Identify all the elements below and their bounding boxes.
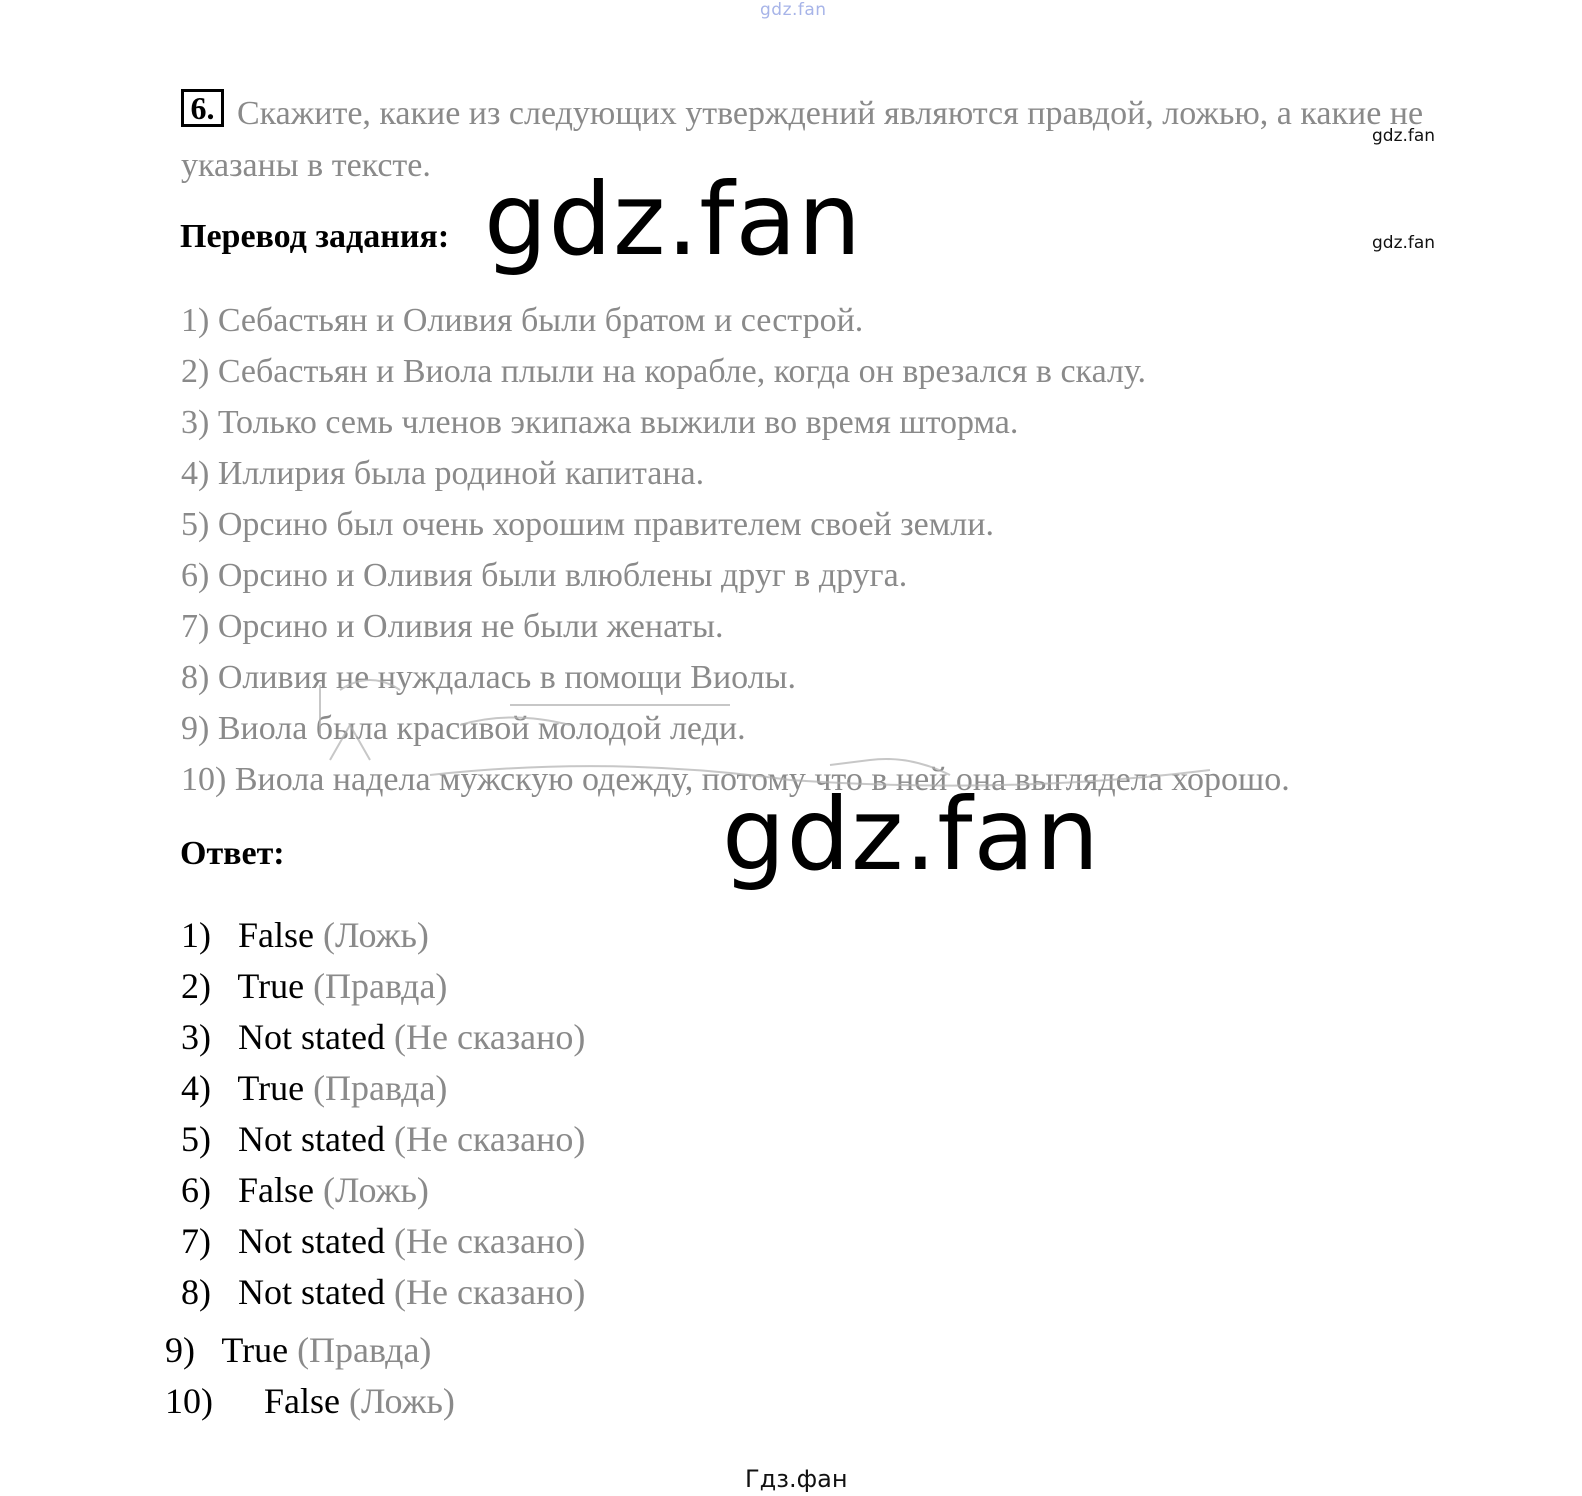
answer-english: False [238, 915, 314, 955]
answer-number: 7) [181, 1221, 211, 1261]
answer-russian: (Правда) [313, 966, 448, 1006]
answer-item [165, 1376, 585, 1427]
translation-item: 8) Оливия не нуждалась в помощи Виолы. [181, 659, 797, 696]
answer-number: 8) [181, 1272, 211, 1312]
answer-number: 6) [181, 1170, 211, 1210]
translation-item: 3) Только семь членов экипажа выжили во время шторма. [181, 404, 1019, 441]
answer-russian: (Не сказано) [393, 1017, 586, 1057]
translation-list [181, 295, 1290, 805]
answer-item [181, 961, 585, 1012]
answer-russian: (Ложь) [323, 915, 429, 955]
answer-number: 9) [165, 1330, 195, 1370]
answer-english: True [221, 1330, 289, 1370]
answer-russian: (Правда) [297, 1330, 432, 1370]
translation-heading: Перевод задания: [180, 218, 450, 255]
answer-russian: (Правда) [313, 1068, 448, 1108]
answer-russian: (Ложь) [349, 1381, 455, 1421]
answer-english: Not stated [238, 1017, 385, 1057]
answer-item [165, 1325, 585, 1376]
watermark-small-right-2: gdz.fan [1372, 233, 1436, 253]
watermark-top: gdz.fan [760, 0, 827, 20]
watermark-small-right-1: gdz.fan [1372, 126, 1436, 146]
task-text: Скажите, какие из следующих утверждений являются правдой, ложью, а какие не указаны в тексте. [181, 95, 1424, 184]
answer-item [181, 1063, 585, 1114]
watermark-big-1: gdz.fan [484, 161, 863, 278]
answer-item [181, 1267, 585, 1318]
answer-item [181, 1012, 585, 1063]
answer-english: False [264, 1381, 340, 1421]
watermark-bottom: Гдз.фан [745, 1465, 848, 1493]
answer-russian: (Не сказано) [393, 1272, 586, 1312]
answer-number: 1) [181, 915, 211, 955]
answer-number: 2) [181, 966, 211, 1006]
translation-item: 2) Себастьян и Виола плыли на корабле, когда он врезался в скалу. [181, 353, 1147, 390]
translation-item: 9) Виола была красивой молодой леди. [181, 710, 746, 747]
answer-english: True [237, 1068, 305, 1108]
translation-item: 10) Виола надела мужскую одежду, потому что в ней она выглядела хорошо. [181, 761, 1290, 798]
answer-heading: Ответ: [180, 835, 285, 872]
translation-item: 1) Себастьян и Оливия были братом и сестрой. [181, 302, 864, 339]
answer-english: False [238, 1170, 314, 1210]
task-number: 6. [181, 89, 224, 127]
answer-russian: (Ложь) [323, 1170, 429, 1210]
answer-english: Not stated [238, 1221, 385, 1261]
answer-list [165, 910, 586, 1427]
answer-item [181, 910, 585, 961]
answer-number: 5) [181, 1119, 211, 1159]
watermark-big-2: gdz.fan [722, 776, 1101, 893]
answer-english: True [237, 966, 305, 1006]
translation-item: 7) Орсино и Оливия не были женаты. [181, 608, 724, 645]
answer-number: 4) [181, 1068, 211, 1108]
answer-number: 10) [165, 1381, 213, 1421]
answer-item [181, 1114, 585, 1165]
translation-item: 6) Орсино и Оливия были влюблены друг в друга. [181, 557, 908, 594]
answer-english: Not stated [238, 1272, 385, 1312]
answer-number: 3) [181, 1017, 211, 1057]
answer-item [181, 1165, 585, 1216]
answer-russian: (Не сказано) [393, 1221, 586, 1261]
answer-russian: (Не сказано) [393, 1119, 586, 1159]
translation-item: 5) Орсино был очень хорошим правителем своей земли. [181, 506, 994, 543]
translation-item: 4) Иллирия была родиной капитана. [181, 455, 705, 492]
answer-item [181, 1216, 585, 1267]
answer-english: Not stated [238, 1119, 385, 1159]
